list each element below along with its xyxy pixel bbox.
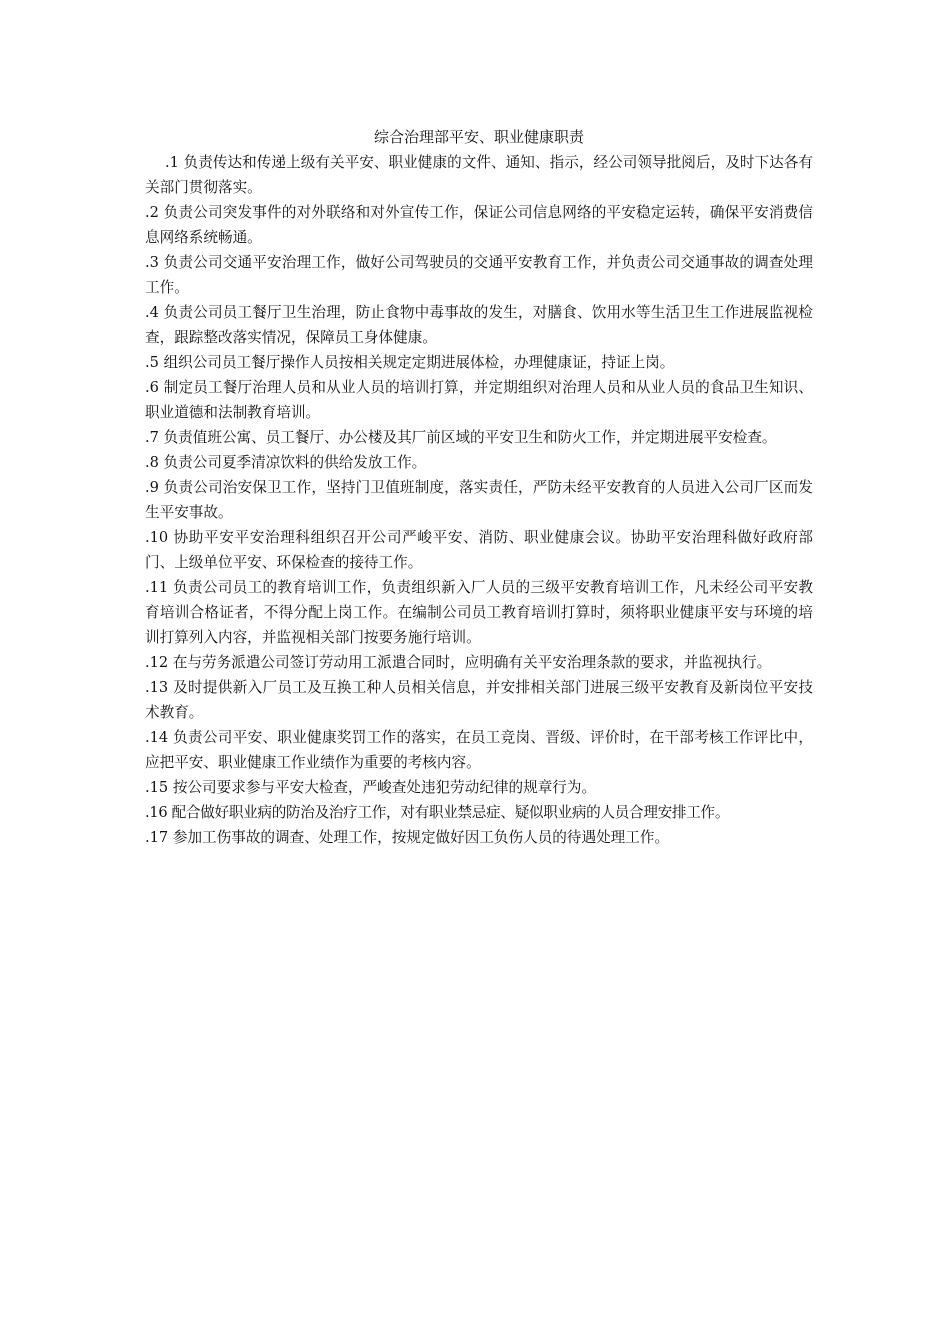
document-body <box>145 124 813 850</box>
responsibility-item-16: .16 配合做好职业病的防治及治疗工作，对有职业禁忌症、疑似职业病的人员合理安排工作。 <box>145 804 730 821</box>
responsibility-item-11: .11 负责公司员工的教育培训工作，负责组织新入厂人员的三级平安教育培训工作，凡未经公司平安教育培训合格证者，不得分配上岗工作。在编制公司员工教育培训打算时，须将职业健康平安与环境的培训打算列入内容，并监视相关部门按要务施行培训。 <box>145 579 813 646</box>
responsibility-item-8: .8 负责公司夏季清凉饮料的供给发放工作。 <box>145 454 427 471</box>
responsibility-item-10: .10 协助平安平安治理科组织召开公司严峻平安、消防、职业健康会议。协助平安治理科做好政府部门、上级单位平安、环保检查的接待工作。 <box>145 529 813 571</box>
responsibility-item-4: .4 负责公司员工餐厅卫生治理，防止食物中毒事故的发生，对膳食、饮用水等生活卫生工作进展监视检查，跟踪整改落实情况，保障员工身体健康。 <box>145 304 813 346</box>
responsibility-item-5: .5 组织公司员工餐厅操作人员按相关规定定期进展体检，办理健康证，持证上岗。 <box>145 354 675 371</box>
responsibility-item-6: .6 制定员工餐厅治理人员和从业人员的培训打算，并定期组织对治理人员和从业人员的食品卫生知识、职业道德和法制教育培训。 <box>145 379 813 421</box>
responsibility-item-17: .17 参加工伤事故的调查、处理工作，按规定做好因工负伤人员的待遇处理工作。 <box>145 829 670 846</box>
responsibility-item-3: .3 负责公司交通平安治理工作，做好公司驾驶员的交通平安教育工作，并负责公司交通事故的调查处理工作。 <box>145 254 813 296</box>
responsibility-item-7: .7 负责值班公寓、员工餐厅、办公楼及其厂前区域的平安卫生和防火工作，并定期进展平安检查。 <box>145 429 777 446</box>
responsibility-item-9: .9 负责公司治安保卫工作，坚持门卫值班制度，落实责任，严防未经平安教育的人员进入公司厂区而发生平安事故。 <box>145 479 813 521</box>
responsibility-item-13: .13 及时提供新入厂员工及互换工种人员相关信息，并安排相关部门进展三级平安教育及新岗位平安技术教育。 <box>145 679 813 721</box>
responsibility-item-2: .2 负责公司突发事件的对外联络和对外宣传工作，保证公司信息网络的平安稳定运转，确保平安消费信息网络系统畅通。 <box>145 204 813 246</box>
responsibility-item-14: .14 负责公司平安、职业健康奖罚工作的落实，在员工竞岗、晋级、评价时，在干部考核工作评比中，应把平安、职业健康工作业绩作为重要的考核内容。 <box>145 729 813 771</box>
responsibility-item-1: .1 负责传达和传递上级有关平安、职业健康的文件、通知、指示，经公司领导批阅后，及时下达各有关部门贯彻落实。 <box>145 154 813 196</box>
responsibility-item-12: .12 在与劳务派遣公司签订劳动用工派遣合同时，应明确有关平安治理条款的要求，并监视执行。 <box>145 654 772 671</box>
document-title: 综合治理部平安、职业健康职责 <box>373 128 584 146</box>
responsibility-list <box>145 150 813 850</box>
responsibility-item-15: .15 按公司要求参与平安大检查，严峻查处违犯劳动纪律的规章行为。 <box>145 779 597 796</box>
